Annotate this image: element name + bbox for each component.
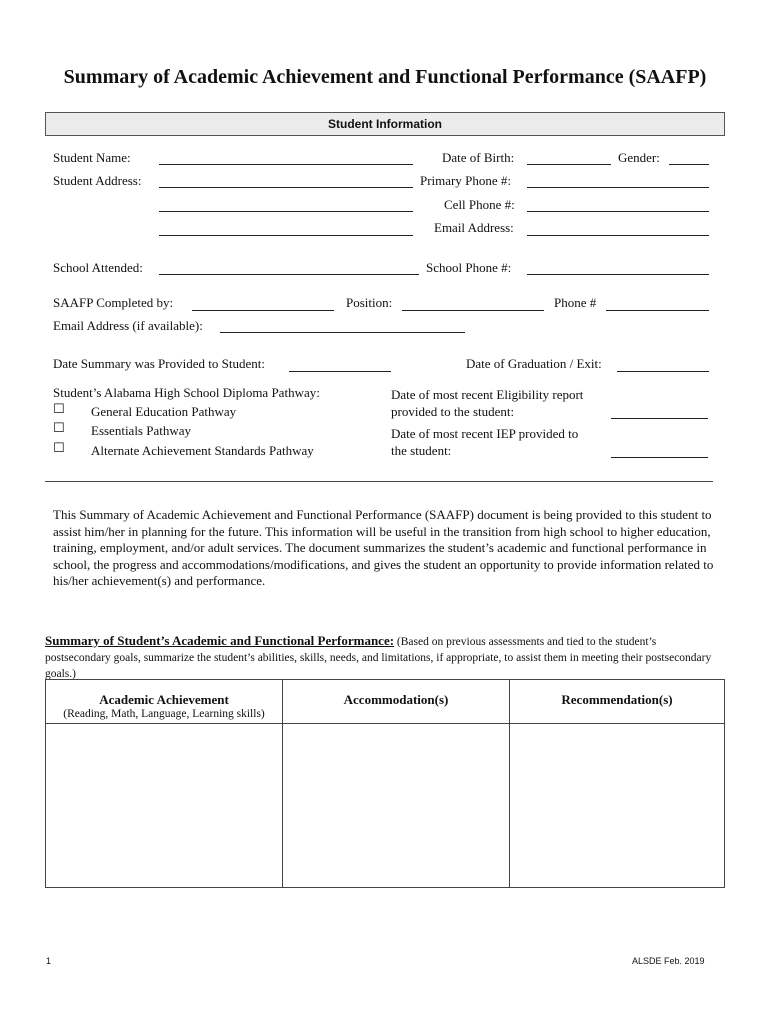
pathway-option-alternate-achievement: Alternate Achievement Standards Pathway <box>91 443 314 458</box>
gender-field[interactable] <box>669 164 709 165</box>
page-number: 1 <box>46 956 52 966</box>
primary-phone-field[interactable] <box>527 187 709 188</box>
student-name-label: Student Name: <box>53 150 131 165</box>
summary-instructions: (Based on previous assessments and tied to the student’s postsecondary goals, summarize the student’s abilities, skills, needs, and limitations, if appropriate, to assist them in meeting their postsecondary goals.) <box>45 636 712 680</box>
date-summary-provided-field[interactable] <box>289 371 391 372</box>
performance-table <box>45 679 725 888</box>
accommodations-header <box>283 680 510 724</box>
email-address-label: Email Address: <box>434 220 514 235</box>
saafp-completed-by-label: SAAFP Completed by: <box>53 295 174 310</box>
date-graduation-exit-label: Date of Graduation / Exit: <box>466 356 602 371</box>
student-name-field[interactable] <box>159 164 413 165</box>
recommendations-title: Recommendation(s) <box>561 692 673 707</box>
academic-achievement-subtitle: (Reading, Math, Language, Learning skills) <box>63 708 265 720</box>
saafp-completed-by-field[interactable] <box>192 310 334 311</box>
iep-label-line1: Date of most recent IEP provided to <box>391 426 579 441</box>
accommodations-cell[interactable] <box>283 724 510 888</box>
pathway-option-essentials: Essentials Pathway <box>91 423 192 438</box>
recommendations-header <box>510 680 725 724</box>
school-attended-label: School Attended: <box>53 260 143 275</box>
student-address-field-3[interactable] <box>159 235 413 236</box>
eligibility-label-line2: provided to the student: <box>391 404 515 419</box>
iep-date-field[interactable] <box>611 457 708 458</box>
date-summary-provided-label: Date Summary was Provided to Student: <box>53 356 265 371</box>
eligibility-date-field[interactable] <box>611 418 708 419</box>
cell-phone-field[interactable] <box>527 211 709 212</box>
academic-achievement-header <box>46 680 283 724</box>
recommendations-cell[interactable] <box>510 724 725 888</box>
phone-field[interactable] <box>606 310 709 311</box>
student-information-header: Student Information <box>45 112 725 136</box>
academic-achievement-cell[interactable] <box>46 724 283 888</box>
student-address-label: Student Address: <box>53 173 142 188</box>
student-address-field-2[interactable] <box>159 211 413 212</box>
email-if-available-field[interactable] <box>220 332 465 333</box>
email-address-field[interactable] <box>527 235 709 236</box>
eligibility-label-line1: Date of most recent Eligibility report <box>391 387 584 402</box>
pathway-option-general-education: General Education Pathway <box>91 404 237 419</box>
academic-achievement-title: Academic Achievement <box>99 692 229 707</box>
intro-paragraph: This Summary of Academic Achievement and Functional Performance (SAAFP) document is being provided to this student to assist him/her in planning for the future. This information will be useful in the transition from high school to higher education, training, employment, and/or adult services. The document summarizes the student’s academic and functional performance in school, the progress and accommodations/modifications, and gives the student an opportunity to provide information related to his/her achievement(s) and performance. <box>53 507 714 588</box>
student-address-field-1[interactable] <box>159 187 413 188</box>
revision-label: ALSDE Feb. 2019 <box>632 956 705 966</box>
document-title: Summary of Academic Achievement and Functional Performance (SAAFP) <box>63 66 707 88</box>
checkbox-general-education[interactable]: ☐ <box>53 402 65 417</box>
date-graduation-exit-field[interactable] <box>617 371 709 372</box>
gender-label: Gender: <box>618 150 660 165</box>
position-field[interactable] <box>402 310 544 311</box>
date-of-birth-label: Date of Birth: <box>442 150 515 165</box>
checkbox-essentials[interactable]: ☐ <box>53 421 65 436</box>
school-phone-field[interactable] <box>527 274 709 275</box>
summary-heading: Summary of Student’s Academic and Functional Performance: <box>45 633 395 648</box>
primary-phone-label: Primary Phone #: <box>420 173 511 188</box>
section-divider <box>45 481 713 482</box>
email-if-available-label: Email Address (if available): <box>53 318 203 333</box>
date-of-birth-field[interactable] <box>527 164 611 165</box>
iep-label-line2: the student: <box>391 443 452 458</box>
cell-phone-label: Cell Phone #: <box>444 197 515 212</box>
position-label: Position: <box>346 295 393 310</box>
pathway-heading: Student’s Alabama High School Diploma Pathway: <box>53 385 320 400</box>
summary-section <box>45 633 715 682</box>
phone-label: Phone # <box>554 295 597 310</box>
accommodations-title: Accommodation(s) <box>343 692 449 707</box>
checkbox-alternate-achievement[interactable]: ☐ <box>53 441 65 456</box>
school-attended-field[interactable] <box>159 274 419 275</box>
school-phone-label: School Phone #: <box>426 260 512 275</box>
